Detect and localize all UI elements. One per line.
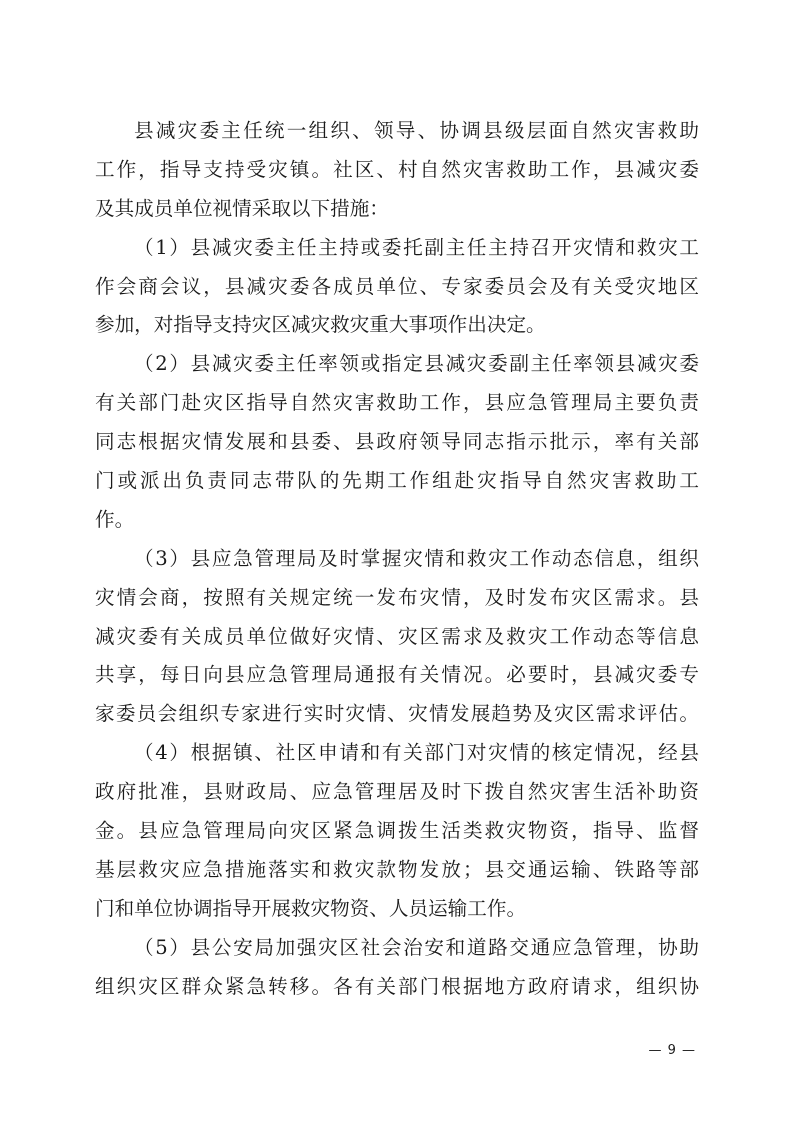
paragraph-line: 参加，对指导支持灾区减灾救灾重大事项作出决定。 xyxy=(95,313,546,337)
page-number: — 9 — xyxy=(648,1043,696,1058)
paragraph-line: 有关部门赴灾区指导自然灾害救助工作，县应急管理局主要负责 xyxy=(95,391,699,415)
paragraph-line: （1）县减灾委主任主持或委托副主任主持召开灾情和救灾工 xyxy=(134,235,699,259)
paragraph-line: 同志根据灾情发展和县委、县政府领导同志指示批示，率有关部 xyxy=(95,430,699,454)
paragraph-line: （4）根据镇、社区申请和有关部门对灾情的核定情况，经县 xyxy=(134,741,699,765)
paragraph-line: 共享，每日向县应急管理局通报有关情况。必要时，县减灾委专 xyxy=(95,663,699,687)
paragraph-line: 作。 xyxy=(95,507,135,531)
paragraph-line: 灾情会商，按照有关规定统一发布灾情，及时发布灾区需求。县 xyxy=(95,585,699,609)
paragraph-line: 组织灾区群众紧急转移。各有关部门根据地方政府请求，组织协 xyxy=(95,974,699,998)
paragraph-line: 门和单位协调指导开展救灾物资、人员运输工作。 xyxy=(95,896,527,920)
paragraph-line: 基层救灾应急措施落实和救灾款物发放；县交通运输、铁路等部 xyxy=(95,857,699,881)
paragraph-line: 工作，指导支持受灾镇。社区、村自然灾害救助工作，县减灾委 xyxy=(95,157,699,181)
paragraph-line: （5）县公安局加强灾区社会治安和道路交通应急管理，协助 xyxy=(134,935,699,959)
body-text xyxy=(95,112,699,1006)
paragraph-line: 政府批准，县财政局、应急管理居及时下拨自然灾害生活补助资 xyxy=(95,780,699,804)
paragraph-line: 县减灾委主任统一组织、领导、协调县级层面自然灾害救助 xyxy=(134,119,699,142)
paragraph-line: 减灾委有关成员单位做好灾情、灾区需求及救灾工作动态等信息 xyxy=(95,624,699,648)
paragraph-line: 作会商会议，县减灾委各成员单位、专家委员会及有关受灾地区 xyxy=(95,274,699,298)
paragraph-line: （3）县应急管理局及时掌握灾情和救灾工作动态信息，组织 xyxy=(134,546,699,570)
paragraph-line: （2）县减灾委主任率领或指定县减灾委副主任率领县减灾委 xyxy=(134,352,699,376)
paragraph-line: 及其成员单位视情采取以下措施： xyxy=(95,196,389,220)
paragraph-line: 家委员会组织专家进行实时灾情、灾情发展趋势及灾区需求评估。 xyxy=(95,702,699,726)
paragraph-line: 金。县应急管理局向灾区紧急调拨生活类救灾物资，指导、监督 xyxy=(95,819,699,843)
paragraph-line: 门或派出负责同志带队的先期工作组赴灾指导自然灾害救助工 xyxy=(95,469,699,493)
